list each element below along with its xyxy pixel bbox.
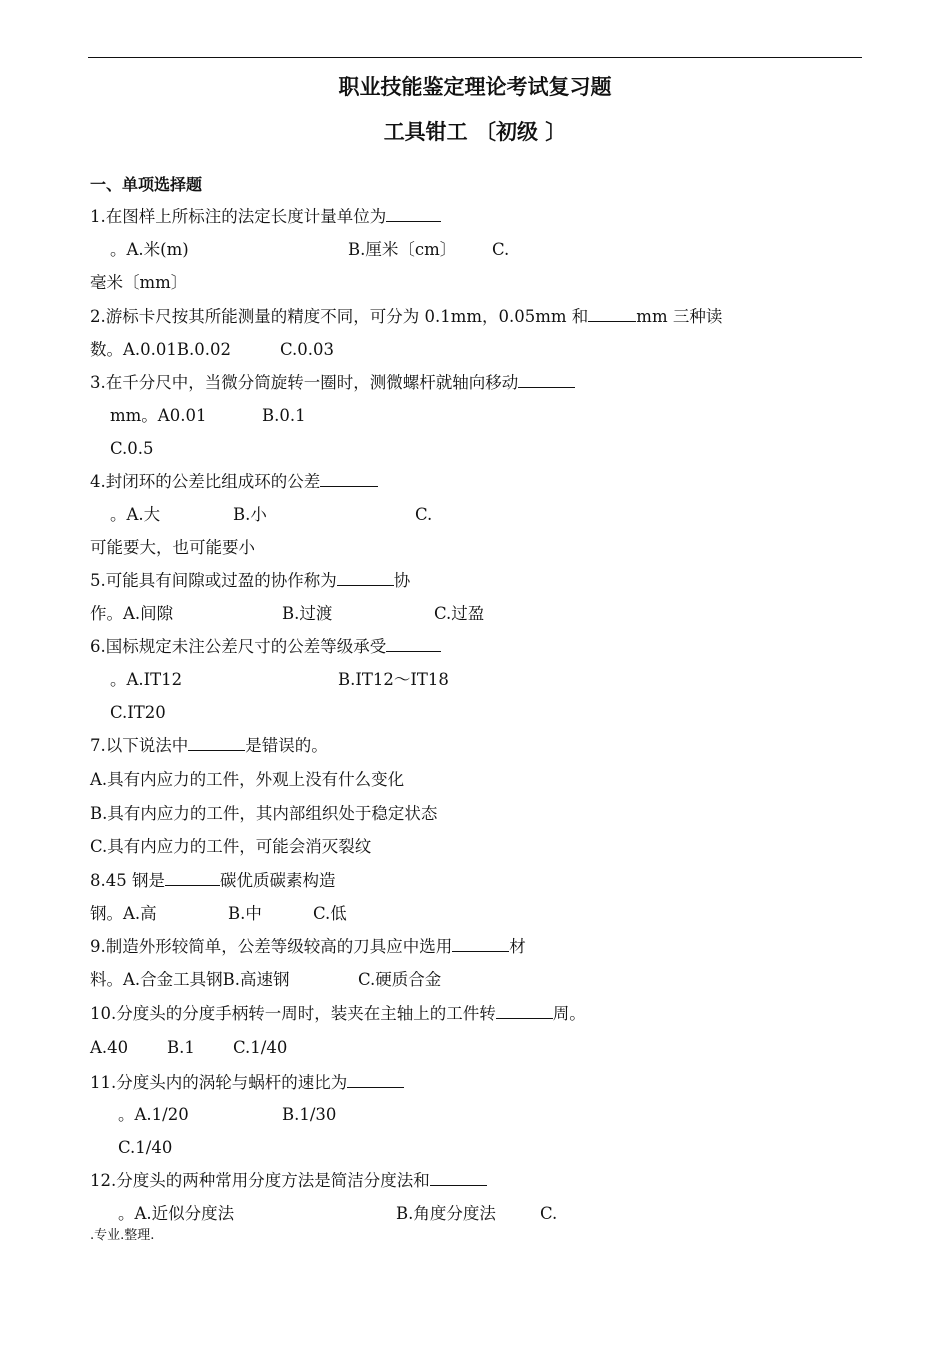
option-continuation: 数。A.0.01B.0.02 bbox=[90, 340, 232, 359]
option-continuation: C.0.5 bbox=[110, 439, 154, 458]
answer-blank bbox=[588, 307, 636, 322]
option-b: B.中 bbox=[228, 904, 262, 923]
answer-blank bbox=[165, 871, 220, 886]
option-c: C.具有内应力的工件，可能会消灭裂纹 bbox=[90, 837, 372, 856]
answer-blank bbox=[347, 1073, 404, 1088]
page-title: 职业技能鉴定理论考试复习题 bbox=[338, 75, 612, 99]
option-continuation: 毫米〔mm〕 bbox=[90, 273, 188, 292]
option-c: C.过盈 bbox=[434, 604, 485, 623]
answer-blank bbox=[518, 373, 575, 388]
option-b: B.厘米〔cm〕 bbox=[348, 240, 457, 259]
option-continuation: 作。A.间隙 bbox=[90, 604, 174, 623]
question-stem: 4.封闭环的公差比组成环的公差 bbox=[90, 471, 378, 493]
question-stem: 6.国标规定未注公差尺寸的公差等级承受 bbox=[90, 636, 441, 658]
option-continuation: C.1/40 bbox=[118, 1138, 173, 1157]
option-a: 。A.近似分度法 bbox=[118, 1204, 235, 1223]
answer-blank bbox=[386, 637, 441, 652]
answer-blank bbox=[430, 1171, 487, 1186]
option-a: A.具有内应力的工件，外观上没有什么变化 bbox=[90, 770, 405, 789]
option-a: 。A.大 bbox=[110, 505, 161, 524]
question-stem: 12.分度头的两种常用分度方法是简洁分度法和 bbox=[90, 1170, 487, 1192]
option-c: C.低 bbox=[313, 904, 347, 923]
section-heading: 一、单项选择题 bbox=[90, 175, 203, 194]
option-c: C.硬质合金 bbox=[358, 970, 442, 989]
answer-blank bbox=[386, 207, 441, 222]
question-stem: 1.在图样上所标注的法定长度计量单位为 bbox=[90, 206, 441, 228]
question-stem: 7.以下说法中 是错误的。 bbox=[90, 736, 328, 755]
question-stem: 5.可能具有间隙或过盈的协作称为 协 bbox=[90, 571, 411, 590]
page-footer: .专业.整理. bbox=[90, 1228, 155, 1243]
answer-blank bbox=[452, 937, 509, 952]
answer-blank bbox=[320, 472, 378, 487]
option-b: B.小 bbox=[233, 505, 267, 524]
option-continuation: 钢。A.高 bbox=[90, 904, 157, 923]
option-a: mm。A0.01 bbox=[110, 406, 207, 425]
option-a: A.40 bbox=[90, 1038, 129, 1057]
question-stem: 2.游标卡尺按其所能测量的精度不同，可分为 0.1mm，0.05mm 和 mm 三种读 bbox=[90, 307, 723, 326]
answer-blank bbox=[337, 571, 394, 586]
option-c: C.1/40 bbox=[233, 1038, 288, 1057]
question-stem: 8.45 钢是 碳优质碳素构造 bbox=[90, 871, 336, 890]
option-c: C. bbox=[415, 505, 433, 524]
option-b: B.角度分度法 bbox=[396, 1204, 496, 1223]
option-b: B.IT12～IT18 bbox=[338, 670, 449, 689]
option-c: C. bbox=[540, 1204, 558, 1223]
answer-blank bbox=[496, 1004, 553, 1019]
question-stem: 10.分度头的分度手柄转一周时，装夹在主轴上的工件转 周。 bbox=[90, 1004, 586, 1023]
page-subtitle: 工具钳工 〔初级 〕 bbox=[383, 120, 567, 144]
option-c: C. bbox=[492, 240, 510, 259]
question-stem: 3.在千分尺中，当微分筒旋转一圈时，测微螺杆就轴向移动 bbox=[90, 372, 575, 394]
option-continuation: 可能要大，也可能要小 bbox=[90, 538, 255, 557]
question-stem: 11.分度头内的涡轮与蜗杆的速比为 bbox=[90, 1072, 404, 1094]
option-c: C.0.03 bbox=[280, 340, 335, 359]
option-a: 。A.IT12 bbox=[110, 670, 183, 689]
option-b: B.1 bbox=[167, 1038, 195, 1057]
option-b: B.0.1 bbox=[262, 406, 306, 425]
option-b: B.1/30 bbox=[282, 1105, 337, 1124]
header-rule bbox=[88, 57, 862, 58]
answer-blank bbox=[188, 736, 245, 751]
option-a: 。A.1/20 bbox=[118, 1105, 189, 1124]
option-b: B.过渡 bbox=[282, 604, 333, 623]
option-a: 。A.米(m) bbox=[110, 240, 189, 259]
question-stem: 9.制造外形较简单，公差等级较高的刀具应中选用 材 bbox=[90, 937, 526, 956]
option-continuation: C.IT20 bbox=[110, 703, 166, 722]
option-b: B.具有内应力的工件，其内部组织处于稳定状态 bbox=[90, 804, 438, 823]
option-continuation: 料。A.合金工具钢B.高速钢 bbox=[90, 970, 290, 989]
